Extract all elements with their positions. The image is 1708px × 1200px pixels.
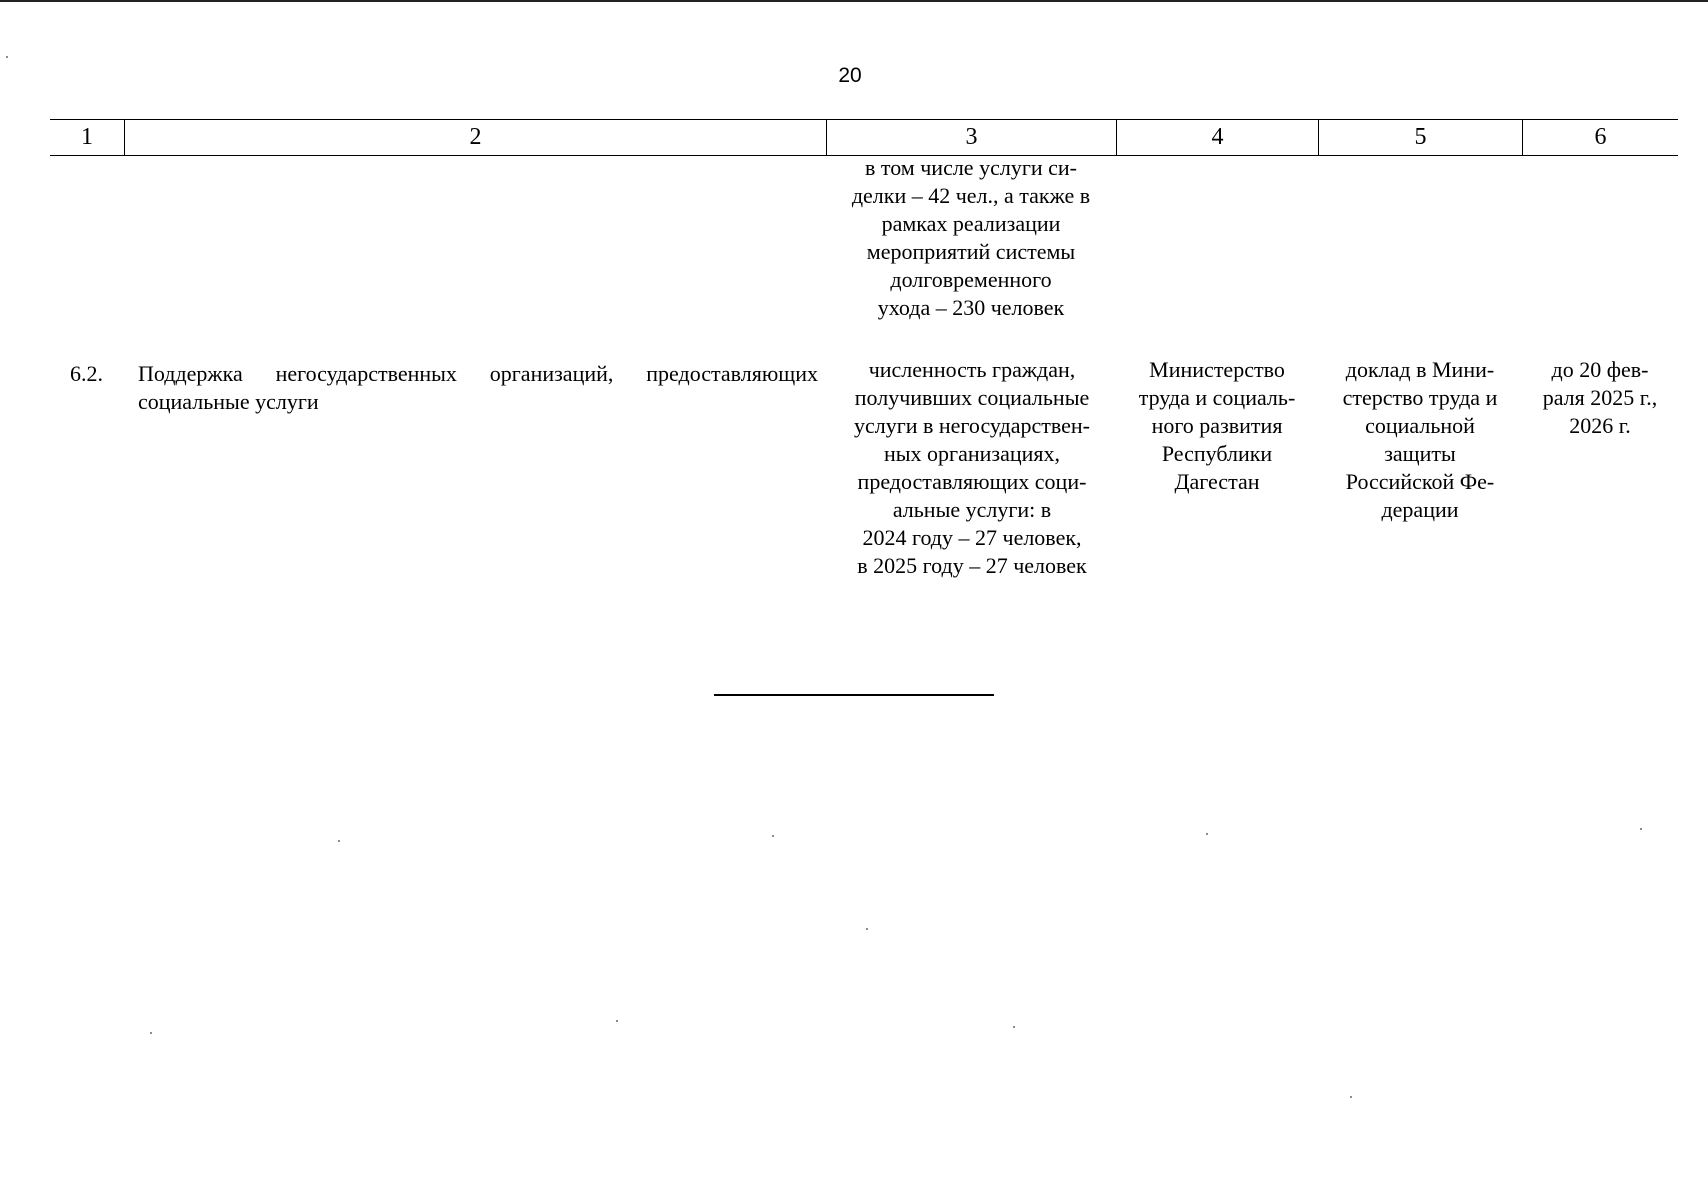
header-col-4: 4: [1116, 120, 1318, 155]
scan-speck: [866, 928, 868, 930]
scan-speck: [616, 1020, 618, 1022]
header-col-6: 6: [1522, 120, 1678, 155]
row-col-6-deadline: до 20 фев- раля 2025 г., 2026 г.: [1542, 357, 1658, 438]
row-number: 6.2.: [70, 361, 103, 386]
header-col-2: 2: [124, 120, 826, 155]
header-col-5: 5: [1318, 120, 1522, 155]
table-header-row: [50, 119, 1678, 156]
scan-speck: [1350, 1096, 1352, 1098]
page-number: 20: [838, 64, 862, 87]
row-col-3-indicator: численность граждан, получивших социальные услуги в негосударствен- ных организациях, предоставляющих соци- альные услуги: в 2024 году – 27 человек, в 2025 году – 27 человек: [853, 357, 1091, 578]
row-col-2-description: Поддержка негосударственных организаций, предоставляющих социальные услуги: [138, 361, 818, 414]
scan-speck: [1013, 1026, 1015, 1028]
scan-speck: [338, 840, 340, 842]
scan-speck: [150, 1032, 152, 1034]
scan-speck: [6, 56, 8, 58]
header-col-3: 3: [826, 120, 1116, 155]
continuation-col-3-text: в том числе услуги си- делки – 42 чел., а также в рамках реализации мероприятий системы долговременного ухода – 230 человек: [851, 155, 1091, 320]
scan-speck: [1640, 828, 1642, 830]
row-col-4-responsible: Министерство труда и социаль- ного развития Республики Дагестан: [1138, 357, 1296, 494]
scan-speck: [1206, 833, 1208, 835]
header-col-1: 1: [81, 124, 93, 150]
scan-top-edge: [0, 0, 1708, 2]
end-of-document-rule: [714, 694, 994, 696]
scan-speck: [772, 835, 774, 837]
row-col-5-report: доклад в Мини- стерство труда и социальной защиты Российской Фе- дерации: [1342, 357, 1498, 522]
